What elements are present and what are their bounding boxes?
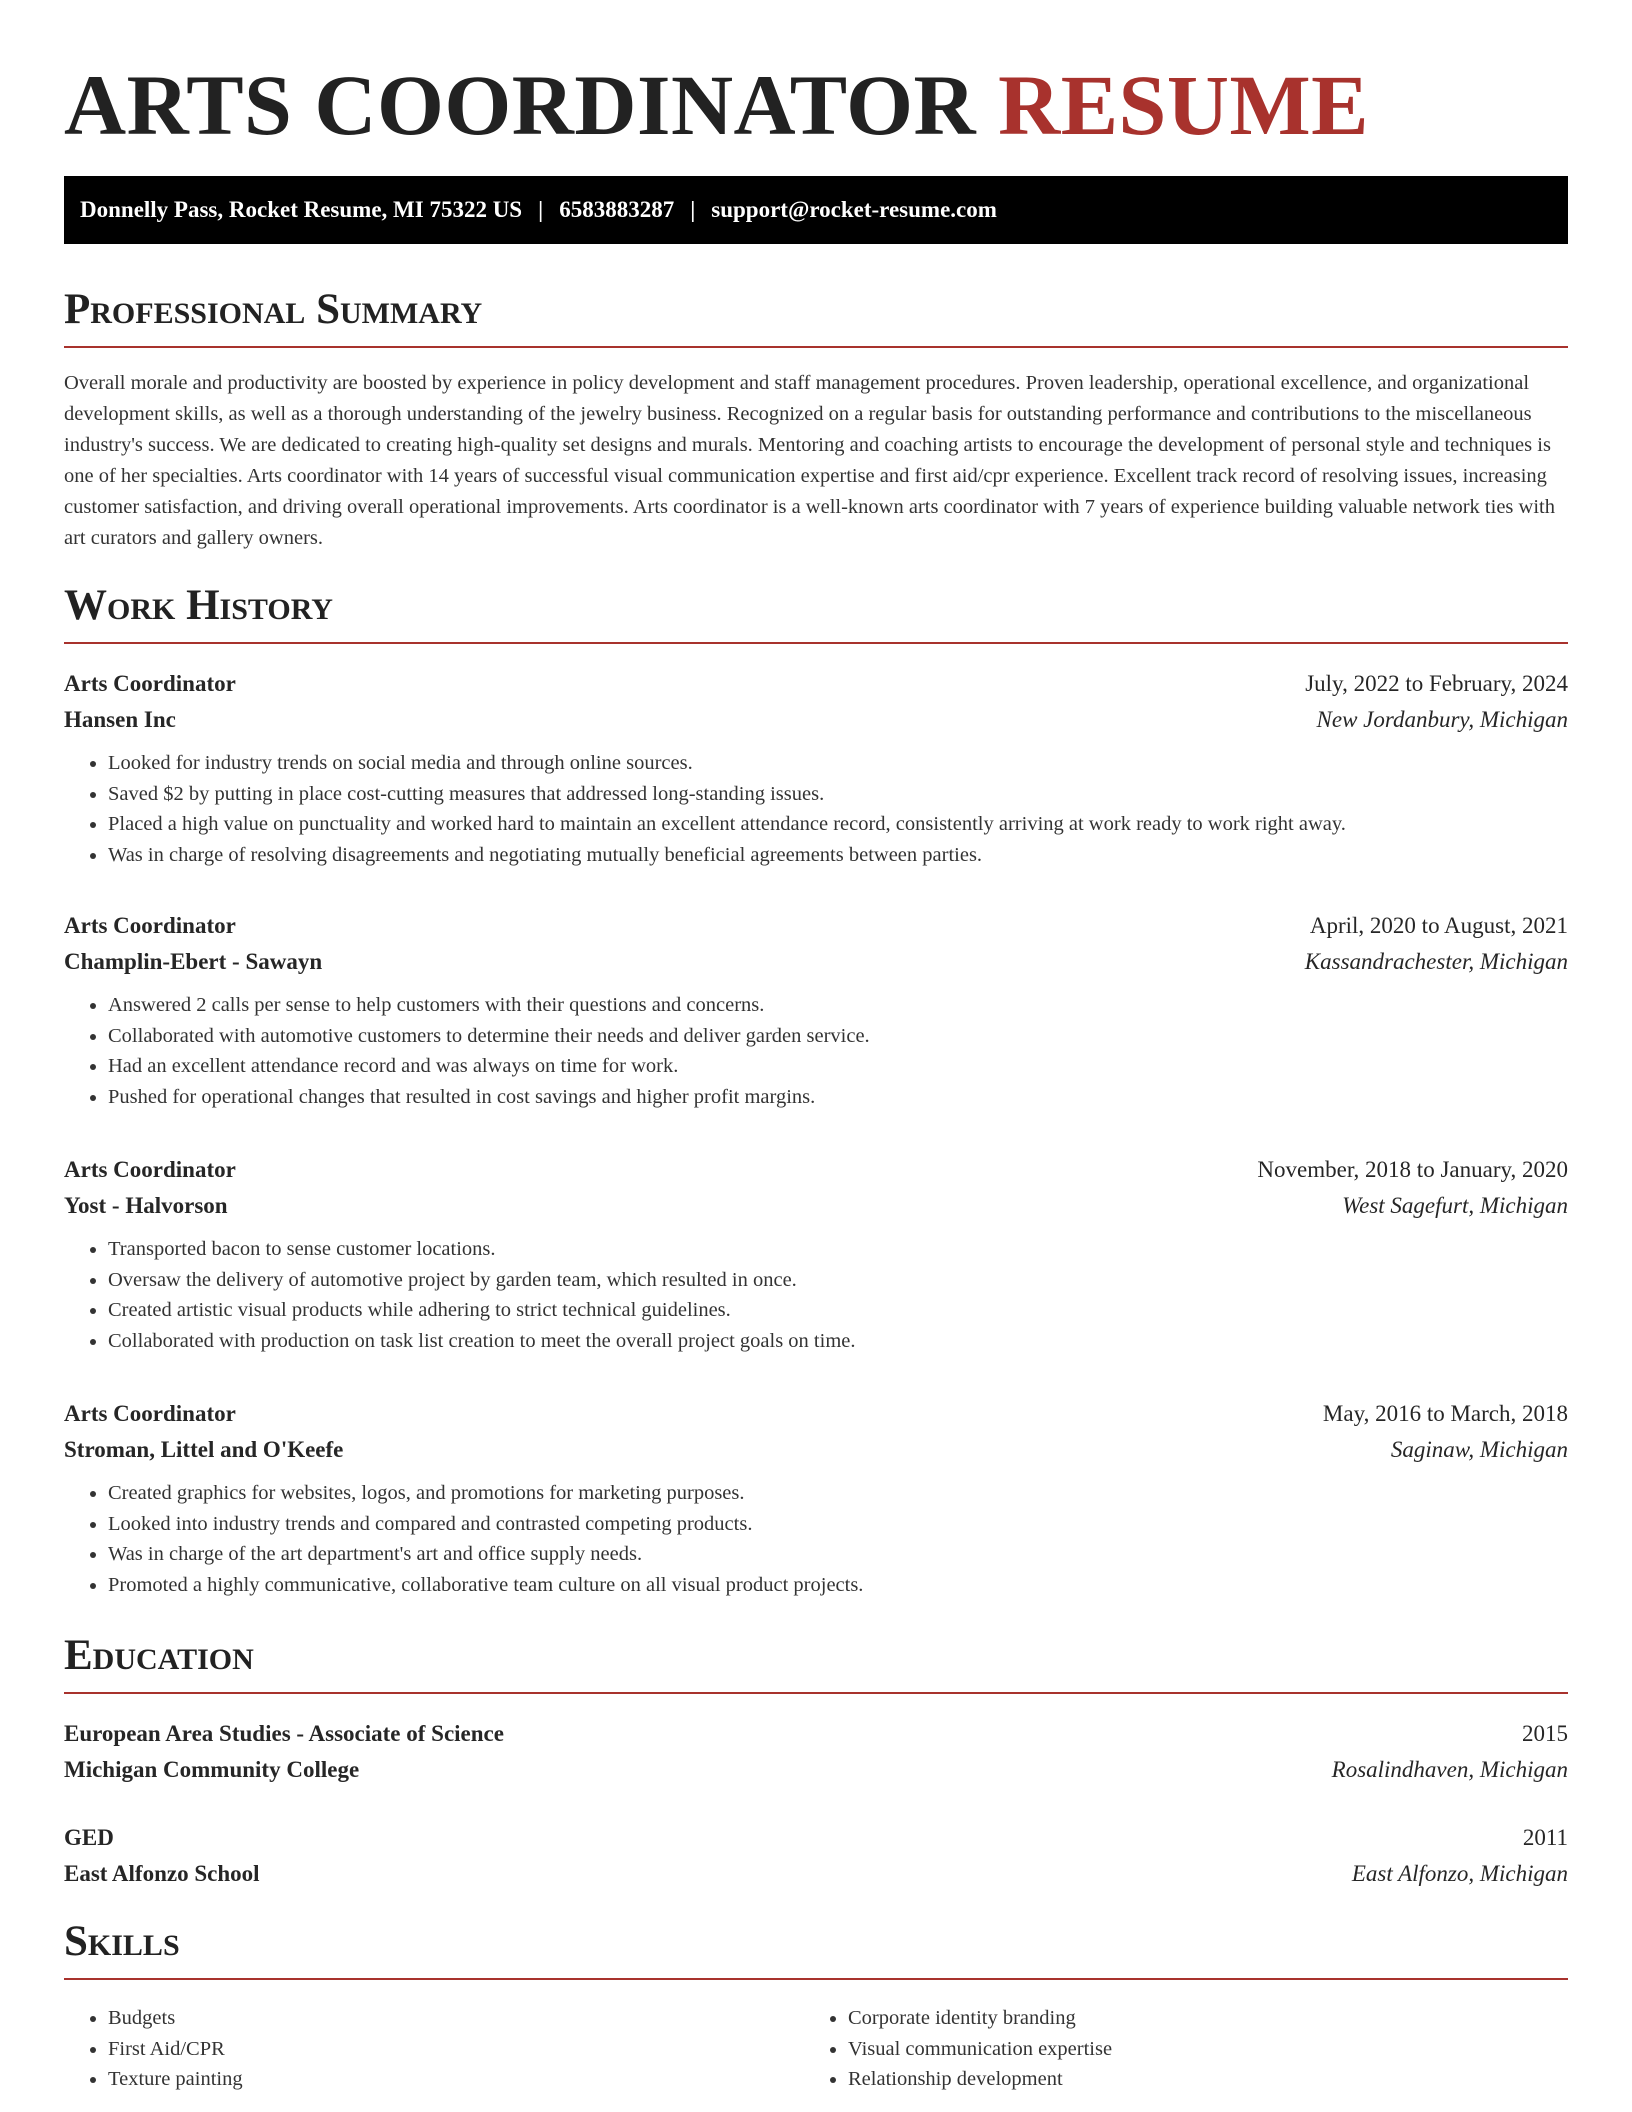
skill-item: • Corporate identity branding [848, 2003, 1544, 2034]
list-item: • Looked into industry trends and compared and contrasted competing products. [108, 1509, 1568, 1540]
list-item: • Looked for industry trends on social media and through online sources. [108, 748, 1568, 779]
graduation-year: 2015 [1522, 1721, 1568, 1746]
list-item: • Saved $2 by putting in place cost-cutting measures that addressed long-standing issues. [108, 779, 1568, 810]
work-entry-subheader [64, 1432, 1568, 1468]
education-entry [64, 1820, 1568, 1892]
list-item: • Collaborated with production on task list creation to meet the overall project goals on time. [108, 1326, 1568, 1357]
list-item: • Promoted a highly communicative, collaborative team culture on all visual product projects. [108, 1570, 1568, 1601]
company-name: Hansen Inc [64, 707, 176, 732]
list-item: • Had an excellent attendance record and was always on time for work. [108, 1051, 1568, 1082]
job-title: Arts Coordinator [64, 1401, 236, 1426]
section-heading-summary: Professional Summary [64, 284, 1568, 348]
contact-address: Donnelly Pass, Rocket Resume, MI 75322 US [80, 197, 523, 222]
summary-text: Overall morale and productivity are boosted by experience in policy development and staff management procedures. Proven leadership, operational excellence, and organizational development skills, as well as a thorough understanding of the jewelry business. Recognized on a regular basis for outstanding performance and contributions to the miscellaneous industry's success. We are dedicated to creating high-quality set designs and murals. Mentoring and coaching artists to encourage the development of personal style and techniques is one of her specialties. Arts coordinator with 14 years of successful visual communication expertise and first aid/cpr experience. Excellent track record of resolving issues, increasing customer satisfaction, and driving overall operational improvements. Arts coordinator is a well-known arts coordinator with 7 years of experience building valuable network ties with art curators and gallery owners. [64, 372, 1555, 549]
list-item: • Oversaw the delivery of automotive project by garden team, which resulted in once. [108, 1265, 1568, 1296]
job-title: Arts Coordinator [64, 1157, 236, 1182]
skills-column-right [804, 2003, 1544, 2095]
degree: GED [64, 1825, 114, 1850]
contact-bar [64, 176, 1568, 244]
section-heading-work: Work History [64, 580, 1568, 644]
job-location: New Jordanbury, Michigan [1316, 707, 1568, 732]
school-location: East Alfonzo, Michigan [1351, 1861, 1568, 1886]
education-entry-subheader [64, 1752, 1568, 1788]
skill-item: • Texture painting [108, 2064, 804, 2095]
job-dates: April, 2020 to August, 2021 [1309, 913, 1568, 938]
list-item: • Was in charge of resolving disagreements and negotiating mutually beneficial agreements between parties. [108, 840, 1568, 871]
job-location: Kassandrachester, Michigan [1304, 949, 1568, 974]
education-entry-header [64, 1820, 1568, 1856]
work-entry-subheader [64, 1188, 1568, 1224]
job-location: West Sagefurt, Michigan [1342, 1193, 1568, 1218]
company-name: Champlin-Ebert - Sawayn [64, 949, 323, 974]
job-duties [64, 1478, 1568, 1600]
list-item: • Created artistic visual products while adhering to strict technical guidelines. [108, 1295, 1568, 1326]
page-title [64, 50, 1369, 160]
contact-separator: | [538, 197, 544, 222]
graduation-year: 2011 [1522, 1825, 1568, 1850]
work-entry [64, 908, 1568, 1112]
education-entry [64, 1716, 1568, 1788]
job-dates: November, 2018 to January, 2020 [1257, 1157, 1568, 1182]
company-name: Stroman, Littel and O'Keefe [64, 1437, 344, 1462]
section-heading-education: Education [64, 1630, 1568, 1694]
job-duties [64, 1234, 1568, 1356]
work-entry [64, 666, 1568, 870]
work-entry-header [64, 908, 1568, 944]
list-item: • Transported bacon to sense customer locations. [108, 1234, 1568, 1265]
list-item: • Was in charge of the art department's art and office supply needs. [108, 1539, 1568, 1570]
degree: European Area Studies - Associate of Science [64, 1721, 504, 1746]
school-location: Rosalindhaven, Michigan [1331, 1757, 1568, 1782]
job-duties [64, 990, 1568, 1112]
skill-item: • Relationship development [848, 2064, 1544, 2095]
contact-phone: 6583883287 [559, 197, 675, 222]
job-duties [64, 748, 1568, 870]
section-heading-skills: Skills [64, 1916, 1568, 1980]
skills-list [64, 2003, 1568, 2095]
work-entry [64, 1396, 1568, 1600]
skill-item: • Visual communication expertise [848, 2034, 1544, 2065]
list-item: • Placed a high value on punctuality and worked hard to maintain an excellent attendance record, consistently arriving at work ready to work right away. [108, 809, 1568, 840]
list-item: • Pushed for operational changes that resulted in cost savings and higher profit margins. [108, 1082, 1568, 1113]
work-entry [64, 1152, 1568, 1356]
school-name: Michigan Community College [64, 1757, 360, 1782]
list-item: • Created graphics for websites, logos, and promotions for marketing purposes. [108, 1478, 1568, 1509]
work-entry-header [64, 1152, 1568, 1188]
work-entry-header [64, 666, 1568, 702]
work-entry-subheader [64, 944, 1568, 980]
work-entry-header [64, 1396, 1568, 1432]
job-location: Saginaw, Michigan [1390, 1437, 1568, 1462]
skill-item: • First Aid/CPR [108, 2034, 804, 2065]
company-name: Yost - Halvorson [64, 1193, 228, 1218]
education-entry-subheader [64, 1856, 1568, 1892]
job-title: Arts Coordinator [64, 671, 236, 696]
job-title: Arts Coordinator [64, 913, 236, 938]
skill-item: • Budgets [108, 2003, 804, 2034]
work-entry-subheader [64, 702, 1568, 738]
education-entry-header [64, 1716, 1568, 1752]
list-item: • Answered 2 calls per sense to help customers with their questions and concerns. [108, 990, 1568, 1021]
job-dates: May, 2016 to March, 2018 [1322, 1401, 1568, 1426]
job-dates: July, 2022 to February, 2024 [1305, 671, 1568, 696]
skills-column-left [64, 2003, 804, 2095]
title-accent: RESUME [998, 57, 1370, 153]
contact-email[interactable]: support@rocket-resume.com [711, 197, 997, 222]
school-name: East Alfonzo School [64, 1861, 260, 1886]
contact-separator: | [690, 197, 696, 222]
list-item: • Collaborated with automotive customers to determine their needs and deliver garden service. [108, 1021, 1568, 1052]
title-main: ARTS COORDINATOR [64, 57, 977, 153]
